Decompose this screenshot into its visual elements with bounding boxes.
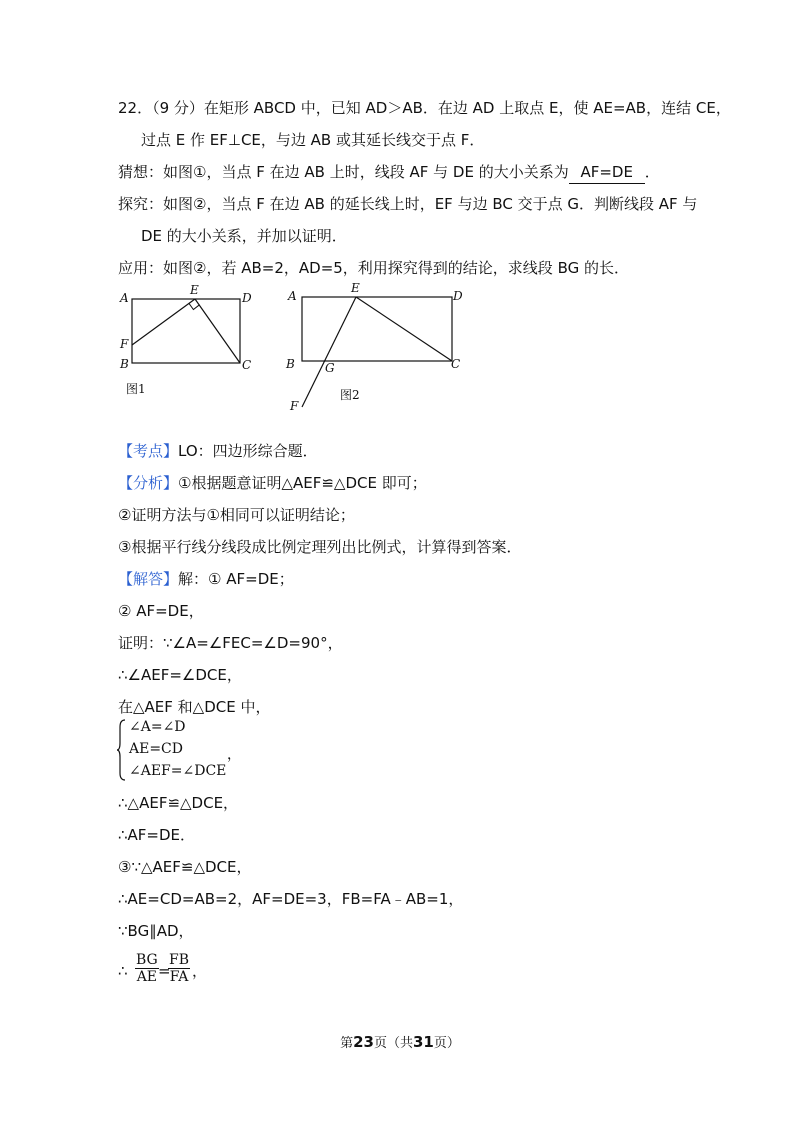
kaodian-line — [118, 440, 318, 462]
left-brace — [117, 719, 127, 781]
fraction-2-numerator: FB — [169, 952, 190, 968]
footer-pre: 第 — [340, 1036, 354, 1051]
fenxi-line — [118, 472, 427, 494]
case-system — [117, 717, 257, 783]
fig2-segment-ec — [356, 297, 452, 361]
jieda-tag: 【解答】 — [118, 570, 179, 588]
fraction-fb-fa — [168, 952, 190, 985]
fraction-bg-ae — [135, 952, 159, 985]
fraction-suffix: ， — [192, 962, 208, 980]
fig1-label-d: D — [242, 291, 252, 305]
fig2-label-g: G — [325, 361, 335, 375]
fig2-label-b: B — [286, 357, 295, 371]
solution-step-9: ∵BG∥AD， — [118, 922, 194, 940]
fig2-label-a: A — [288, 289, 297, 303]
case-line-2: AE=CD — [129, 741, 183, 757]
fraction-2-denominator: FA — [169, 969, 189, 985]
fraction-equals: = — [158, 962, 171, 980]
guess-suffix: ． — [644, 163, 660, 181]
fig1-caption: 图1 — [126, 382, 146, 396]
fenxi-line-3: ③根据平行线分线段成比例定理列出比例式，计算得到答案． — [118, 538, 522, 556]
solution-step-7: ③∵△AEF≌△DCE， — [118, 858, 252, 876]
solution-step-8: ∴AE=CD=AB=2，AF=DE=3，FB=FA﹣AB=1， — [118, 890, 464, 908]
fig1-rectangle — [132, 299, 240, 363]
apply-line: 应用：如图②，若 AB=2，AD=5，利用探究得到的结论，求线段 BG 的长． — [118, 259, 629, 277]
fenxi-text: ①根据题意证明△AEF≌△DCE 即可； — [178, 474, 427, 492]
fraction-equation — [118, 950, 238, 990]
fenxi-line-2: ②证明方法与①相同可以证明结论； — [118, 506, 355, 524]
solution-step-2: 证明：∵∠A=∠FEC=∠D=90°， — [118, 634, 343, 652]
case-line-1: ∠A=∠D — [129, 719, 186, 735]
guess-answer: AF=DE — [569, 161, 645, 184]
fraction-prefix: ∴ — [118, 962, 128, 980]
footer-post: 页） — [433, 1036, 460, 1051]
case-comma: ， — [227, 747, 241, 763]
problem-line-2: 过点 E 作 EF⊥CE，与边 AB 或其延长线交于点 F． — [141, 131, 485, 149]
page-footer — [0, 1032, 800, 1051]
solution-step-3: ∴∠AEF=∠DCE， — [118, 666, 242, 684]
fig2-caption: 图2 — [340, 388, 360, 402]
kaodian-tag: 【考点】 — [118, 442, 179, 460]
fig2-label-e: E — [351, 282, 360, 295]
fig2-label-d: D — [453, 289, 463, 303]
solution-step-1: ② AF=DE， — [118, 602, 204, 620]
case-line-3: ∠AEF=∠DCE — [129, 763, 227, 779]
fig1-label-e: E — [190, 285, 199, 297]
fig1-segment-fe — [132, 299, 195, 345]
solution-step-5: ∴△AEF≌△DCE， — [118, 794, 239, 812]
fig1-label-f: F — [120, 337, 129, 351]
fraction-1-numerator: BG — [136, 952, 158, 968]
figure-2 — [280, 282, 470, 417]
solution-step-4: 在△AEF 和△DCE 中， — [118, 698, 271, 716]
fig2-rectangle — [302, 297, 452, 361]
kaodian-text: LO：四边形综合题． — [178, 442, 318, 460]
problem-line-1: 22．（9 分）在矩形 ABCD 中，已知 AD＞AB．在边 AD 上取点 E，使 AE=AB，连结 CE， — [118, 99, 731, 117]
explore-line-2: DE 的大小关系，并加以证明． — [141, 227, 347, 245]
footer-total-pages: 31 — [413, 1033, 434, 1051]
fig1-label-b: B — [120, 357, 129, 371]
guess-prefix: 猜想：如图①，当点 F 在边 AB 上时，线段 AF 与 DE 的大小关系为 — [118, 163, 569, 181]
solution-step-6: ∴AF=DE． — [118, 826, 196, 844]
fig2-label-f: F — [290, 399, 299, 413]
jieda-text: 解：① AF=DE； — [178, 570, 294, 588]
jieda-line — [118, 568, 294, 590]
footer-mid: 页（共 — [373, 1036, 413, 1051]
figure-1 — [112, 285, 272, 400]
fig1-label-a: A — [120, 291, 129, 305]
fig2-label-c: C — [451, 357, 461, 371]
guess-line — [118, 161, 660, 184]
fig1-segment-ec — [195, 299, 240, 363]
fenxi-tag: 【分析】 — [118, 474, 179, 492]
fraction-1-denominator: AE — [136, 969, 158, 985]
fig1-label-c: C — [242, 358, 252, 372]
footer-page-number: 23 — [353, 1033, 374, 1051]
explore-line-1: 探究：如图②，当点 F 在边 AB 的延长线上时，EF 与边 BC 交于点 G．判断线段 AF 与 — [118, 195, 698, 213]
